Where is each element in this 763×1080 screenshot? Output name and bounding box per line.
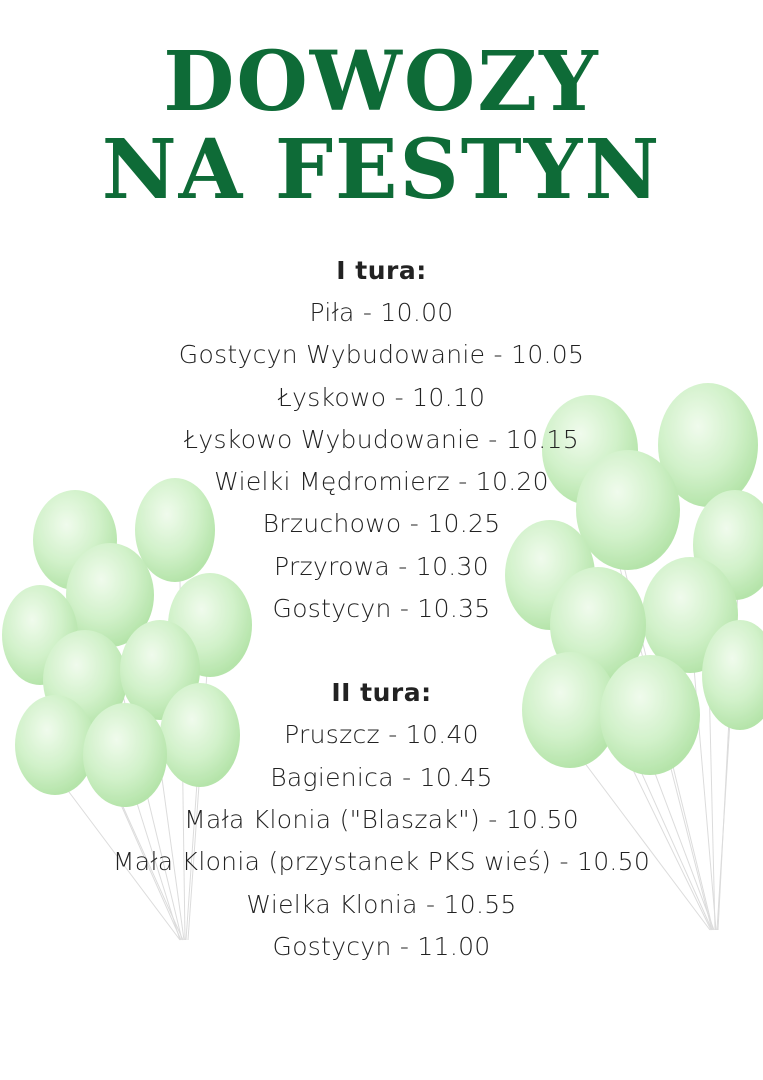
title-line-2: NA FESTYN — [101, 122, 662, 218]
stop-item: Mała Klonia ("Blaszak") - 10.50 — [184, 804, 579, 834]
stop-item: Pruszcz - 10.40 — [284, 720, 479, 750]
stop-item: Przyrowa - 10.30 — [274, 551, 489, 581]
stop-item: Piła - 10.00 — [309, 298, 454, 327]
stop-item: Gostycyn - 10.35 — [272, 594, 491, 624]
stop-item: Wielka Klonia - 10.55 — [246, 889, 517, 919]
tour-1-heading: I tura: — [336, 256, 427, 285]
stop-item: Łyskowo - 10.10 — [277, 382, 486, 412]
stop-item: Gostycyn - 11.00 — [272, 931, 491, 961]
tour-2-heading: II tura: — [331, 678, 432, 708]
schedule — [0, 250, 763, 968]
stop-item: Gostycyn Wybudowanie - 10.05 — [178, 340, 585, 370]
stop-item: Mała Klonia (przystanek PKS wieś) - 10.50 — [112, 847, 651, 877]
stop-item: Bagienica - 10.45 — [270, 762, 493, 792]
section-spacer — [0, 630, 763, 672]
stop-item: Łyskowo Wybudowanie - 10.15 — [184, 424, 579, 454]
stop-item: Brzuchowo - 10.25 — [262, 509, 501, 539]
stop-item: Wielki Mędromierz - 10.20 — [214, 467, 549, 497]
title-line-1: DOWOZY — [163, 34, 600, 130]
